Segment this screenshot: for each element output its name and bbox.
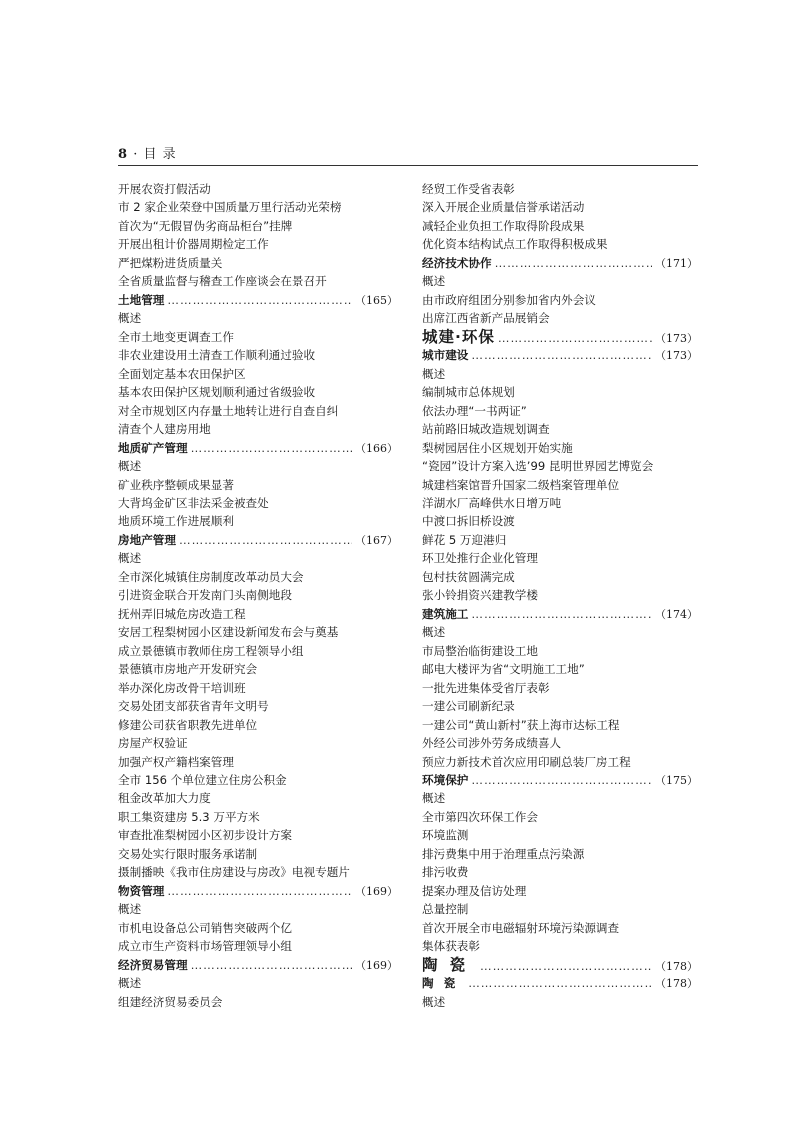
toc-entry: 引进资金联合开发南门头南侧地段 — [118, 588, 292, 603]
toc-entry: 概述 — [422, 625, 446, 640]
toc-entry: 概述 — [118, 311, 142, 326]
toc-section-title: 陶瓷 — [422, 955, 478, 974]
toc-entry: 基本农田保护区规划顺利通过省级验收 — [118, 385, 316, 400]
toc-entry: 开展出租计价器周期检定工作 — [118, 237, 269, 252]
toc-left-column — [118, 180, 398, 1011]
toc-section — [118, 956, 398, 974]
toc-page-number: （173） — [655, 331, 698, 345]
toc-entry: 矿业秩序整顿成果显著 — [118, 477, 234, 492]
toc-entry: 首次开展全市电磁辐射环境污染源调查 — [422, 920, 620, 935]
toc-entry: 加强产权产籍档案管理 — [118, 754, 234, 769]
toc-entry: 预应力新技术首次应用印刷总装厂房工程 — [422, 754, 631, 769]
toc-leader-dots — [468, 974, 652, 992]
toc-entry: “瓷园”设计方案入选’99 昆明世界园艺博览会 — [422, 459, 654, 474]
toc-leader-dots — [471, 346, 652, 364]
toc-entry: 概述 — [118, 976, 142, 991]
toc-entry: 一建公司刷新纪录 — [422, 699, 515, 714]
toc-leader-dots — [191, 439, 352, 457]
toc-section-title: 土地管理 — [118, 292, 165, 307]
toc-entry: 环境监测 — [422, 828, 469, 843]
toc-entry: 集体获表彰 — [422, 939, 480, 954]
toc-section-title: 地质矿产管理 — [118, 440, 188, 455]
toc-section-title: 物资管理 — [118, 883, 165, 898]
toc-entry: 出席江西省新产品展销会 — [422, 311, 550, 326]
toc-entry: 全省质量监督与稽查工作座谈会在景召开 — [118, 274, 327, 289]
toc-entry: 首次为“无假冒伪劣商品柜台”挂牌 — [118, 218, 293, 233]
toc-entry: 清查个人建房用地 — [118, 422, 211, 437]
toc-page-number: （175） — [655, 774, 698, 787]
toc-entry: 交易处团支部获省青年文明号 — [118, 699, 269, 714]
toc-section — [118, 291, 398, 309]
toc-entry: 深入开展企业质量信誉承诺活动 — [422, 200, 585, 215]
toc-entry: 由市政府组团分别参加省内外会议 — [422, 292, 596, 307]
toc-section — [422, 974, 698, 992]
toc-entry: 房屋产权验证 — [118, 736, 188, 751]
toc-section — [118, 439, 398, 457]
toc-entry: 抚州弄旧城危房改造工程 — [118, 606, 246, 621]
toc-section — [422, 346, 698, 364]
toc-section — [422, 605, 698, 623]
toc-entry: 包村扶贫圆满完成 — [422, 569, 515, 584]
toc-entry: 中渡口拆旧桥设渡 — [422, 514, 515, 529]
toc-section-title: 经济技术协作 — [422, 255, 492, 270]
toc-entry: 市机电设备总公司销售突破两个亿 — [118, 920, 292, 935]
toc-entry: 外经公司涉外劳务成绩喜人 — [422, 736, 562, 751]
toc-entry: 总量控制 — [422, 902, 469, 917]
toc-section-title: 陶瓷 — [422, 976, 466, 991]
toc-entry: 市 2 家企业荣登中国质量万里行活动光荣榜 — [118, 200, 342, 215]
toc-page-number: （167） — [355, 533, 398, 547]
toc-entry: 环卫处推行企业化管理 — [422, 551, 538, 566]
toc-entry: 开展农资打假活动 — [118, 182, 211, 196]
toc-entry: 编制城市总体规划 — [422, 385, 515, 400]
toc-entry: 邮电大楼评为省“文明施工工地” — [422, 662, 585, 677]
toc-leader-dots — [471, 605, 652, 623]
toc-leader-dots — [471, 771, 652, 789]
toc-entry: 依法办理“一书两证” — [422, 403, 527, 418]
toc-section — [118, 882, 398, 900]
toc-entry: 鲜花 5 万迎港归 — [422, 532, 507, 547]
toc-entry: 全市 156 个单位建立住房公积金 — [118, 773, 287, 787]
toc-leader-dots — [179, 531, 352, 549]
toc-chapter — [422, 956, 698, 974]
toc-page-number: （169） — [355, 884, 398, 898]
toc-entry: 非农业建设用土清查工作顺利通过验收 — [118, 348, 316, 363]
toc-entry: 梨树园居住小区规划开始实施 — [422, 440, 573, 455]
page-title: · 目 录 — [133, 147, 177, 162]
toc-section-title: 经济贸易管理 — [118, 957, 188, 972]
toc-entry: 概述 — [118, 902, 142, 917]
toc-page-number: （174） — [655, 607, 698, 621]
toc-leader-dots — [167, 291, 352, 309]
toc-entry: 洋湖水厂高峰供水日增万吨 — [422, 495, 562, 510]
page-number: 8 — [118, 147, 129, 162]
toc-section-title: 房地产管理 — [118, 532, 176, 547]
toc-entry: 全市深化城镇住房制度改革动员大会 — [118, 569, 304, 584]
toc-page-number: （178） — [655, 977, 698, 991]
page-header — [118, 143, 177, 162]
toc-entry: 减轻企业负担工作取得阶段成果 — [422, 218, 585, 233]
toc-entry: 概述 — [118, 459, 142, 474]
toc-entry: 全市第四次环保工作会 — [422, 809, 538, 824]
toc-entry: 排污收费 — [422, 865, 469, 880]
toc-page-number: （165） — [355, 293, 398, 307]
toc-entry: 概述 — [422, 366, 446, 381]
toc-leader-dots — [498, 329, 652, 346]
toc-section — [422, 771, 698, 789]
toc-entry: 地质环境工作进展顺利 — [118, 514, 234, 529]
toc-section-title: 城市建设 — [422, 348, 469, 363]
toc-entry: 一批先进集体受省厅表彰 — [422, 680, 550, 695]
toc-entry: 提案办理及信访处理 — [422, 883, 527, 898]
toc-entry: 站前路旧城改造规划调查 — [422, 422, 550, 437]
toc-section-title: 环境保护 — [422, 773, 469, 787]
toc-entry: 举办深化房改骨干培训班 — [118, 680, 246, 695]
toc-entry: 租金改革加大力度 — [118, 791, 211, 806]
toc-entry: 严把煤粉进货质量关 — [118, 255, 223, 270]
toc-page-number: （178） — [655, 959, 698, 973]
toc-entry: 概述 — [118, 551, 142, 566]
toc-right-column — [422, 180, 698, 1011]
toc-page-number: （169） — [355, 958, 398, 972]
toc-entry: 经贸工作受省表彰 — [422, 182, 515, 196]
toc-entry: 职工集资建房 5.3 万平方米 — [118, 809, 260, 824]
toc-leader-dots — [480, 957, 652, 974]
toc-leader-dots — [167, 882, 352, 900]
toc-entry: 优化资本结构试点工作取得积极成果 — [422, 237, 608, 252]
toc-chapter — [422, 328, 698, 346]
toc-section — [118, 531, 398, 549]
toc-entry: 概述 — [422, 274, 446, 289]
toc-entry: 全市土地变更调查工作 — [118, 329, 234, 344]
toc-entry: 审查批准梨树园小区初步设计方案 — [118, 828, 292, 843]
toc-leader-dots — [191, 956, 352, 974]
toc-entry: 安居工程梨树园小区建设新闻发布会与奠基 — [118, 625, 339, 640]
toc-entry: 城建档案馆晋升国家二级档案管理单位 — [422, 477, 620, 492]
toc-page-number: （171） — [655, 256, 698, 270]
toc-entry: 概述 — [422, 791, 446, 806]
toc-entry: 交易处实行限时服务承诺制 — [118, 846, 258, 861]
toc-entry: 成立景德镇市教师住房工程领导小组 — [118, 643, 304, 658]
toc-entry: 概述 — [422, 994, 446, 1009]
toc-entry: 一建公司“黄山新村”获上海市达标工程 — [422, 717, 620, 732]
toc-section-title: 城建·环保 — [422, 327, 495, 346]
toc-entry: 大背坞金矿区非法采金被查处 — [118, 495, 269, 510]
toc-entry: 修建公司获省职教先进单位 — [118, 717, 258, 732]
toc-entry: 排污费集中用于治理重点污染源 — [422, 846, 585, 861]
toc-page-number: （173） — [655, 349, 698, 363]
toc-page-number: （166） — [355, 441, 398, 455]
toc-section — [422, 254, 698, 272]
toc-leader-dots — [495, 254, 652, 272]
toc-entry: 对全市规划区内存量土地转让进行自查自纠 — [118, 403, 339, 418]
toc-entry: 组建经济贸易委员会 — [118, 994, 223, 1009]
toc-entry: 全面划定基本农田保护区 — [118, 366, 246, 381]
toc-section-title: 建筑施工 — [422, 606, 469, 621]
toc-entry: 成立市生产资料市场管理领导小组 — [118, 939, 292, 954]
toc-entry: 市局整治临街建设工地 — [422, 643, 538, 658]
toc-entry: 摄制播映《我市住房建设与房改》电视专题片 — [118, 865, 350, 880]
header-rule — [118, 165, 698, 166]
toc-entry: 张小铃捐资兴建教学楼 — [422, 588, 538, 603]
toc-entry: 景德镇市房地产开发研究会 — [118, 662, 258, 677]
